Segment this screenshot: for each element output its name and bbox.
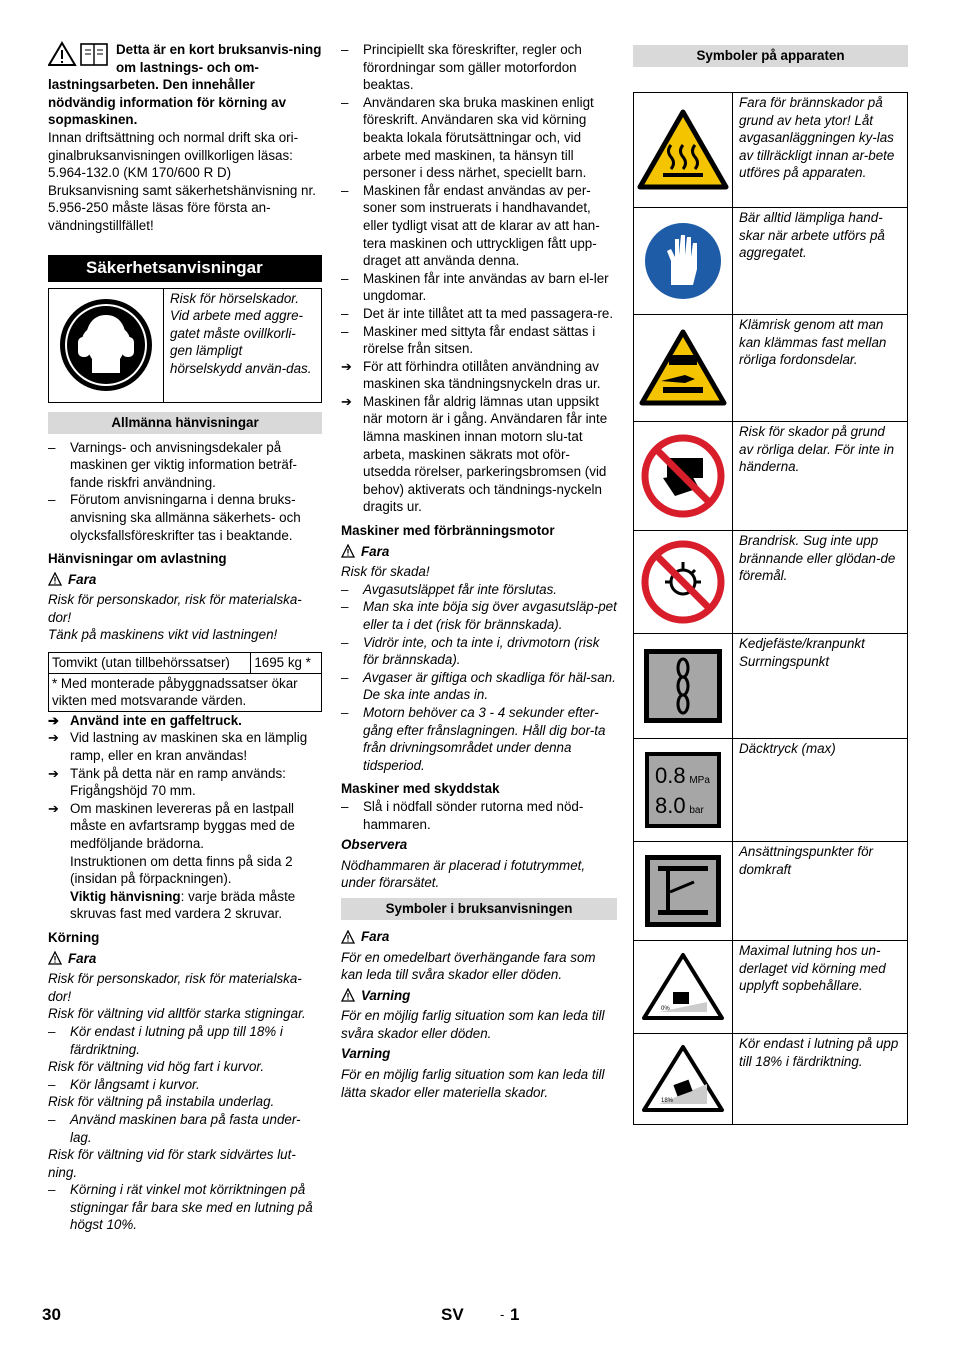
list-item: – Maskinen får endast användas av per-soner som instruerats i handhavandet, eller tydligt visat att de klarar av att han-tera maskinen och uttryckligen fått upp-draget att använda denna.	[341, 182, 617, 270]
list-item: – Avgaser är giftiga och skadliga för häl-san. De ska inte andas in.	[341, 669, 617, 704]
column-2	[341, 41, 617, 1101]
symbol-text: Fara för brännskador på grund av heta ytor! Låt avgasanläggningen ky-las av tillräckligt innan ar-bete utföres på apparaten.	[739, 95, 895, 181]
language-code: SV	[441, 1305, 464, 1324]
rules-list	[341, 41, 617, 358]
weight-table	[48, 652, 322, 712]
important-note: Viktig hänvisning: varje bräda måste skruvas fast med vardera 2 skruvar.	[70, 888, 296, 922]
crush-hand-warning-icon	[634, 315, 733, 421]
jack-point-icon	[634, 842, 733, 940]
list-item: – Avgasutsläppet får inte förslutas.	[341, 581, 617, 599]
slope-18-warning-icon	[634, 1034, 733, 1124]
table-row	[634, 739, 907, 842]
engine-list	[341, 581, 617, 775]
intro-icons	[48, 41, 112, 71]
engine-heading: Maskiner med förbränningsmotor	[341, 523, 555, 539]
sym-warning-label: Varning	[341, 987, 617, 1005]
general-heading: Allmänna hänvisningar	[48, 412, 322, 434]
table-row	[634, 531, 907, 634]
general-list	[48, 439, 322, 545]
symbol-text: Risk för skador på grund av rörliga delar. För inte in händerna.	[739, 424, 895, 475]
page-number: 30	[42, 1305, 61, 1324]
warning-triangle-icon	[48, 572, 62, 586]
list-item: – Det är inte tillåtet att ta med passagera-re.	[341, 305, 617, 323]
table-row	[634, 208, 907, 315]
table-row	[634, 1034, 907, 1124]
unloading-heading: Hänvisningar om avlastning	[48, 551, 227, 567]
section-title: Säkerhetsanvisningar	[48, 255, 322, 282]
list-item: – Kör långsamt i kurvor.	[48, 1076, 322, 1094]
driving-risk: Risk för vältning vid för stark sidvärtes lut-ning.	[48, 1147, 296, 1180]
unloading-risk: Risk för personskador, risk för materialska-dor!	[48, 592, 302, 625]
weight-label: Tomvikt (utan tillbehörssatser)	[49, 653, 251, 674]
list-item: ➔ Om maskinen levereras på en lastpall måste en avfartsramp byggas med de medföljande brädorna.	[48, 800, 322, 853]
list-item: – Vidrör inte, och ta inte i, drivmotorn (risk för brännskada).	[341, 634, 617, 669]
intro-para-1: Innan driftsättning och normal drift ska ori-ginalbruksanvisningen ovillkorligen läsas: 5.964-132.0 (KM 170/600 R D)	[48, 129, 299, 181]
symbol-text: Bär alltid lämpliga hand-skar när arbete utförs på aggregatet.	[739, 210, 885, 261]
list-item: ➔ Tänk på detta när en ramp används: Frigångshöjd 70 mm.	[48, 765, 322, 800]
intro-bold-text: Detta är en kort bruksanvis-ning om lastnings- och om-lastningsarbeten. Den innehåller nödvändig information för körning av sopmaskinen.	[48, 42, 322, 128]
chain-attachment-icon	[634, 634, 733, 738]
device-symbols-heading: Symboler på apparaten	[633, 45, 908, 67]
list-item: – Maskiner med sittyta får endast sättas i rörelse från sitsen.	[341, 323, 617, 358]
list-item: – Kör endast i lutning på upp till 18% i färdriktning.	[48, 1023, 322, 1058]
no-hot-objects-prohibition-icon	[634, 531, 733, 633]
symbol-text: Däcktryck (max)	[739, 741, 836, 756]
tire-pressure-icon: 0.8 MPa 8.0 bar	[634, 739, 733, 841]
list-item: – Slå i nödfall sönder rutorna med nöd-hammaren.	[341, 798, 617, 833]
footer-sep: -	[500, 1307, 505, 1322]
symbol-text: Maximal lutning hos un-derlaget vid körning med upplyft sopbehållare.	[739, 943, 886, 994]
warning-triangle-icon	[341, 988, 355, 1002]
column-1	[48, 41, 322, 1234]
driving-risk: Risk för vältning vid alltför starka stigningar.	[48, 1006, 306, 1022]
weight-note: * Med monterade påbyggnadssatser ökar vikten med motsvarande värden.	[49, 673, 322, 711]
sym-danger-text: För en omedelbart överhängande fara som kan leda till svåra skador eller döden.	[341, 949, 596, 983]
sym-danger-label: Fara	[341, 928, 617, 946]
warning-triangle-icon	[48, 951, 62, 965]
list-item: ➔ Använd inte en gaffeltruck.	[48, 712, 322, 730]
warning-triangle-icon	[341, 930, 355, 944]
hot-surface-warning-icon	[634, 93, 733, 207]
list-item: ➔ Vid lastning av maskinen ska en lämplig ramp, eller en kran användas!	[48, 729, 322, 764]
list-item: – Varnings- och anvisningsdekaler på maskinen ger viktig information beträf-fande riskfri användning.	[48, 439, 322, 492]
hearing-protection-box	[48, 288, 322, 403]
list-item: – Använd maskinen bara på fasta under-lag.	[48, 1111, 322, 1146]
note-label: Observera	[341, 837, 408, 853]
list-item: – Körning i rät vinkel mot körriktningen på stigningar får bara ske med en lutning på högst 10%.	[48, 1181, 322, 1234]
table-row	[634, 315, 907, 422]
list-item: ➔ Maskinen får aldrig lämnas utan uppsikt när motorn är i gång. Användaren får inte lämna maskinen innan motorn slu-tat arbeta, maskinen säkrats mot oför-utsedda rörelser, parkeringsbromsen (vid behov) aktiverats och tändnings-nyckeln dragits ur.	[341, 393, 617, 516]
table-row	[634, 422, 907, 531]
svg-text:0%: 0%	[661, 1006, 670, 1012]
cab-heading: Maskiner med skyddstak	[341, 781, 500, 797]
weight-value: 1695 kg *	[251, 653, 322, 674]
intro-block	[48, 41, 322, 235]
column-3	[633, 41, 908, 1125]
svg-text:18%: 18%	[661, 1098, 674, 1104]
symbol-text: Kör endast i lutning på upp till 18% i färdriktning.	[739, 1036, 899, 1069]
table-row	[634, 941, 907, 1034]
table-row	[634, 93, 907, 208]
list-item: – Man ska inte böja sig över avgasutsläp-pet eller ta i det (risk för brännskada).	[341, 598, 617, 633]
hearing-protection-text: Risk för hörselskador. Vid arbete med aggre-gatet måste ovillkorli-gen lämpligt hörselskydd använ-das.	[170, 290, 312, 376]
list-item: ➔ För att förhindra otillåten användning av maskinen ska tändningsnyckeln dras ur.	[341, 358, 617, 393]
warning-triangle-icon	[49, 43, 75, 65]
list-item: – Förutom anvisningarna i denna bruks-anvisning ska allmänna säkerhets- och olycksfallsföreskrifter tas i beaktande.	[48, 491, 322, 544]
table-row	[634, 842, 907, 941]
sym-warning-text: För en möjlig farlig situation som kan leda till svåra skador eller döden.	[341, 1008, 605, 1041]
unloading-list	[48, 712, 322, 853]
driving-risk: Risk för vältning på instabila underlag.	[48, 1094, 275, 1110]
symbols-heading: Symboler i bruksanvisningen	[341, 898, 617, 920]
no-hands-prohibition-icon	[634, 422, 733, 530]
danger-label: Fara	[341, 543, 617, 561]
sym-caution-text: För en möjlig farlig situation som kan leda till lätta skador eller materiella skador.	[341, 1067, 605, 1100]
symbol-text: Brandrisk. Sug inte upp brännande eller glödan-de föremål.	[739, 533, 896, 584]
engine-risk: Risk för skada!	[341, 564, 430, 580]
list-item: – Användaren ska bruka maskinen enligt föreskrift. Användaren ska vid körning beakta lokala förutsättningar och, vid arbete med maskinen, ta hänsyn till personer i dess närhet, speciellt barn.	[341, 94, 617, 182]
unloading-think: Tänk på maskinens vikt vid lastningen!	[48, 627, 278, 643]
symbols-table	[633, 92, 908, 1125]
symbol-text: Ansättningspunkter för domkraft	[739, 844, 873, 877]
driving-risk: Risk för personskador, risk för materialska-dor!	[48, 971, 302, 1004]
list-item: – Maskinen får inte användas av barn el-ler ungdomar.	[341, 270, 617, 305]
instructions-note: Instruktionen om detta finns på sida 2 (insidan på förpackningen).	[70, 853, 293, 887]
symbol-text: Klämrisk genom att man kan klämmas fast mellan rörliga fordonsdelar.	[739, 317, 887, 368]
manual-book-icon	[81, 44, 107, 65]
sub-page: 1	[510, 1305, 520, 1324]
warning-triangle-icon	[341, 544, 355, 558]
intro-para-2: Bruksanvisning samt säkerhetshänvisning nr. 5.956-250 måste läsas före första an-vändningstillfället!	[48, 182, 316, 233]
note-text: Nödhammaren är placerad i fotutrymmet, under förarsätet.	[341, 857, 586, 891]
danger-label: Fara	[48, 571, 322, 589]
driving-heading: Körning	[48, 929, 100, 945]
sym-caution-label: Varning	[341, 1046, 391, 1062]
table-row	[634, 634, 907, 739]
danger-label: Fara	[48, 950, 322, 968]
symbol-text: Kedjefäste/kranpunkt Surrningspunkt	[739, 636, 865, 669]
driving-risk: Risk för vältning vid hög fart i kurvor.	[48, 1059, 265, 1075]
key-list	[341, 358, 617, 516]
list-item: – Principiellt ska föreskrifter, regler och förordningar som gäller motorfordon beaktas.	[341, 41, 617, 94]
ear-protection-icon	[49, 289, 164, 402]
gloves-mandatory-icon	[634, 208, 733, 314]
slope-0-warning-icon	[634, 941, 733, 1033]
list-item: – Motorn behöver ca 3 - 4 sekunder efter-gång efter frånslagningen. Håll dig bor-ta från drivningsområdet under denna tidsperiod.	[341, 704, 617, 774]
